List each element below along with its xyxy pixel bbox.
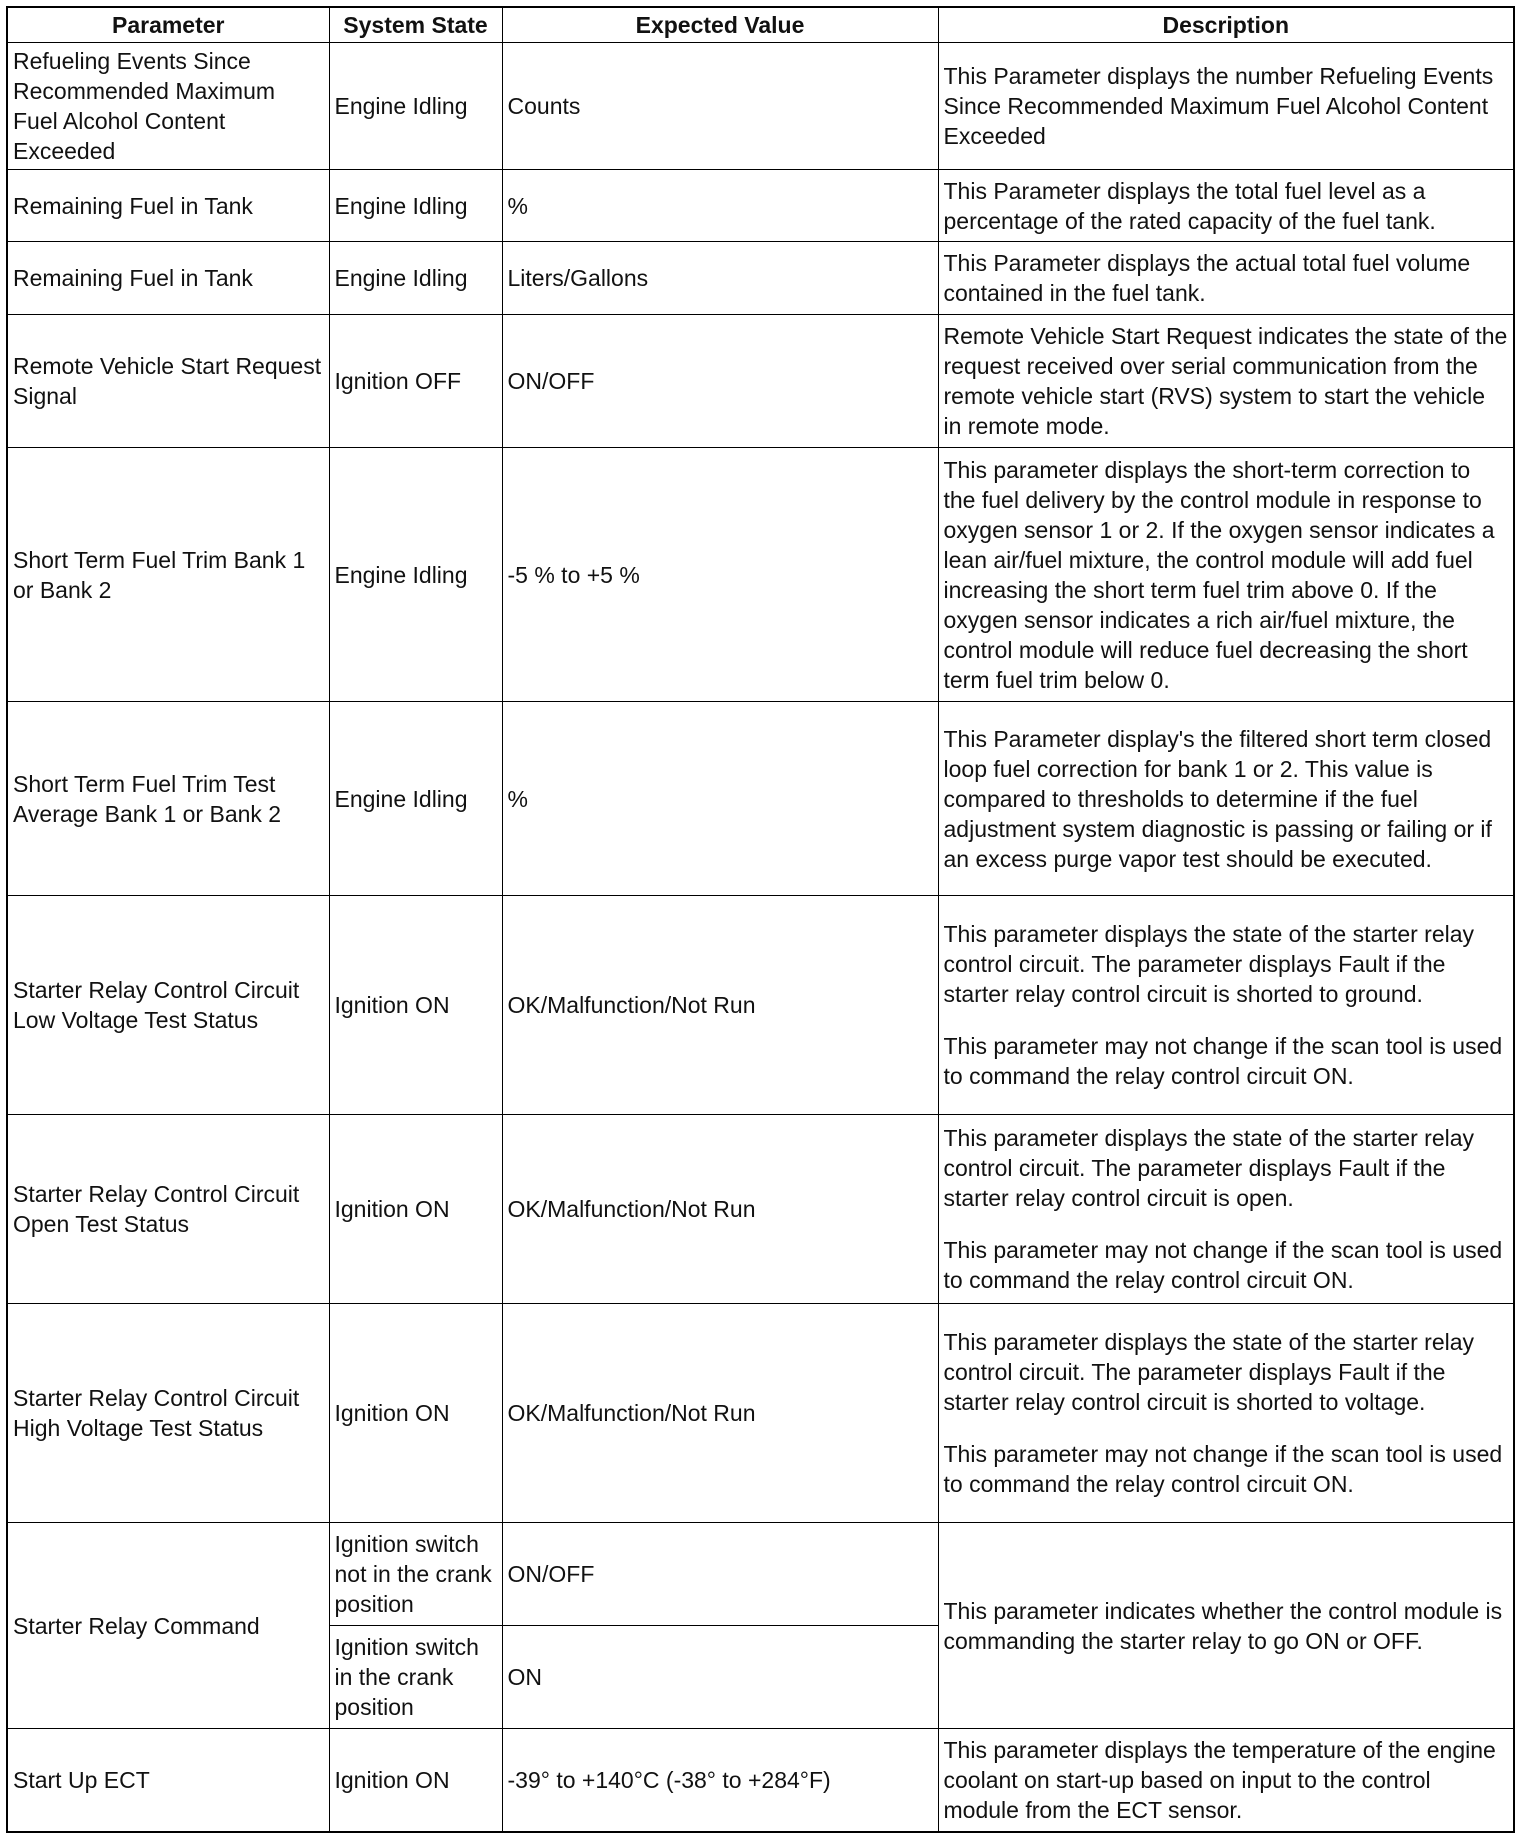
table-row	[7, 43, 1514, 170]
description-text: This parameter displays the state of the starter relay control circuit. The parameter displays Fault if the starter relay control circuit is open.	[943, 1125, 1475, 1211]
description-text: This parameter displays the short-term correction to the fuel delivery by the control module in response to oxygen sensor 1 or 2. If the oxygen sensor indicates a lean air/fuel mixture, the control module will add fuel increasing the short term fuel trim above 0. If the oxygen sensor indicates a rich air/fuel mixture, the control module will reduce fuel decreasing the short term fuel trim below 0.	[943, 456, 1495, 693]
header-expected-value: Expected Value	[502, 7, 938, 43]
table-row	[7, 170, 1514, 242]
expected-value-cell: OK/Malfunction/Not Run	[502, 896, 938, 1115]
description-note: This parameter may not change if the scan tool is used to command the relay control circuit ON.	[943, 1441, 1503, 1497]
parameter-cell: Refueling Events Since Recommended Maximum Fuel Alcohol Content Exceeded	[7, 43, 329, 170]
header-row	[7, 7, 1514, 43]
system-state-cell: Engine Idling	[329, 242, 502, 315]
system-state-cell: Engine Idling	[329, 170, 502, 242]
table-row	[7, 1523, 1514, 1626]
description-cell	[938, 1304, 1514, 1523]
description-cell	[938, 702, 1514, 896]
description-text: This Parameter display's the filtered short term closed loop fuel correction for bank 1 or 2. This value is compared to thresholds to determine if the fuel adjustment system diagnostic is passing or failing or if an excess purge vapor test should be executed.	[943, 725, 1492, 872]
header-parameter: Parameter	[7, 7, 329, 43]
description-cell	[938, 315, 1514, 448]
expected-value-cell: Liters/Gallons	[502, 242, 938, 315]
table-row	[7, 1729, 1514, 1832]
expected-value-cell: ON	[502, 1626, 938, 1729]
description-cell	[938, 448, 1514, 702]
parameter-cell: Start Up ECT	[7, 1729, 329, 1832]
system-state-cell: Engine Idling	[329, 448, 502, 702]
description-cell	[938, 896, 1514, 1115]
parameter-cell: Remote Vehicle Start Request Signal	[7, 315, 329, 448]
parameter-table	[6, 6, 1515, 1833]
system-state-cell: Ignition ON	[329, 1115, 502, 1304]
description-cell	[938, 1729, 1514, 1832]
description-cell	[938, 43, 1514, 170]
system-state-cell: Ignition ON	[329, 896, 502, 1115]
system-state-cell: Ignition OFF	[329, 315, 502, 448]
description-cell	[938, 1115, 1514, 1304]
description-text: This parameter displays the temperature of the engine coolant on start-up based on input to the control module from the ECT sensor.	[943, 1736, 1496, 1823]
table-row	[7, 1115, 1514, 1304]
description-cell	[938, 242, 1514, 315]
system-state-cell: Engine Idling	[329, 702, 502, 896]
table-row	[7, 315, 1514, 448]
description-text: This parameter displays the state of the starter relay control circuit. The parameter displays Fault if the starter relay control circuit is shorted to ground.	[943, 921, 1475, 1007]
table-row	[7, 702, 1514, 896]
description-text: Remote Vehicle Start Request indicates the state of the request received over serial communication from the remote vehicle start (RVS) system to start the vehicle in remote mode.	[943, 323, 1508, 439]
description-text: This parameter displays the state of the starter relay control circuit. The parameter displays Fault if the starter relay control circuit is shorted to voltage.	[943, 1329, 1475, 1415]
expected-value-cell: %	[502, 170, 938, 242]
parameter-cell: Starter Relay Control Circuit Low Voltage Test Status	[7, 896, 329, 1115]
description-cell	[938, 1523, 1514, 1729]
header-description: Description	[938, 7, 1514, 43]
description-note: This parameter may not change if the scan tool is used to command the relay control circuit ON.	[943, 1033, 1503, 1089]
expected-value-cell: Counts	[502, 43, 938, 170]
system-state-cell: Ignition switch in the crank position	[329, 1626, 502, 1729]
parameter-cell: Starter Relay Command	[7, 1523, 329, 1729]
header-system-state: System State	[329, 7, 502, 43]
description-note: This parameter may not change if the scan tool is used to command the relay control circuit ON.	[943, 1237, 1503, 1293]
expected-value-cell: ON/OFF	[502, 315, 938, 448]
expected-value-cell: OK/Malfunction/Not Run	[502, 1304, 938, 1523]
description-text: This parameter indicates whether the control module is commanding the starter relay to go ON or OFF.	[943, 1597, 1503, 1654]
parameter-cell: Remaining Fuel in Tank	[7, 242, 329, 315]
parameter-cell: Short Term Fuel Trim Bank 1 or Bank 2	[7, 448, 329, 702]
expected-value-cell: ON/OFF	[502, 1523, 938, 1626]
system-state-cell: Ignition switch not in the crank position	[329, 1523, 502, 1626]
description-text: This Parameter displays the number Refueling Events Since Recommended Maximum Fuel Alcohol Content Exceeded	[943, 63, 1494, 149]
description-text: This Parameter displays the total fuel level as a percentage of the rated capacity of the fuel tank.	[943, 177, 1436, 234]
description-cell	[938, 170, 1514, 242]
table-row	[7, 896, 1514, 1115]
table-row	[7, 448, 1514, 702]
table-row	[7, 1304, 1514, 1523]
system-state-cell: Engine Idling	[329, 43, 502, 170]
system-state-cell: Ignition ON	[329, 1304, 502, 1523]
parameter-cell: Starter Relay Control Circuit Open Test Status	[7, 1115, 329, 1304]
expected-value-cell: -5 % to +5 %	[502, 448, 938, 702]
expected-value-cell: %	[502, 702, 938, 896]
table-row	[7, 242, 1514, 315]
expected-value-cell: OK/Malfunction/Not Run	[502, 1115, 938, 1304]
system-state-cell: Ignition ON	[329, 1729, 502, 1832]
parameter-cell: Starter Relay Control Circuit High Voltage Test Status	[7, 1304, 329, 1523]
parameter-cell: Short Term Fuel Trim Test Average Bank 1 or Bank 2	[7, 702, 329, 896]
description-text: This Parameter displays the actual total fuel volume contained in the fuel tank.	[943, 250, 1471, 306]
expected-value-cell: -39° to +140°C (-38° to +284°F)	[502, 1729, 938, 1832]
parameter-cell: Remaining Fuel in Tank	[7, 170, 329, 242]
